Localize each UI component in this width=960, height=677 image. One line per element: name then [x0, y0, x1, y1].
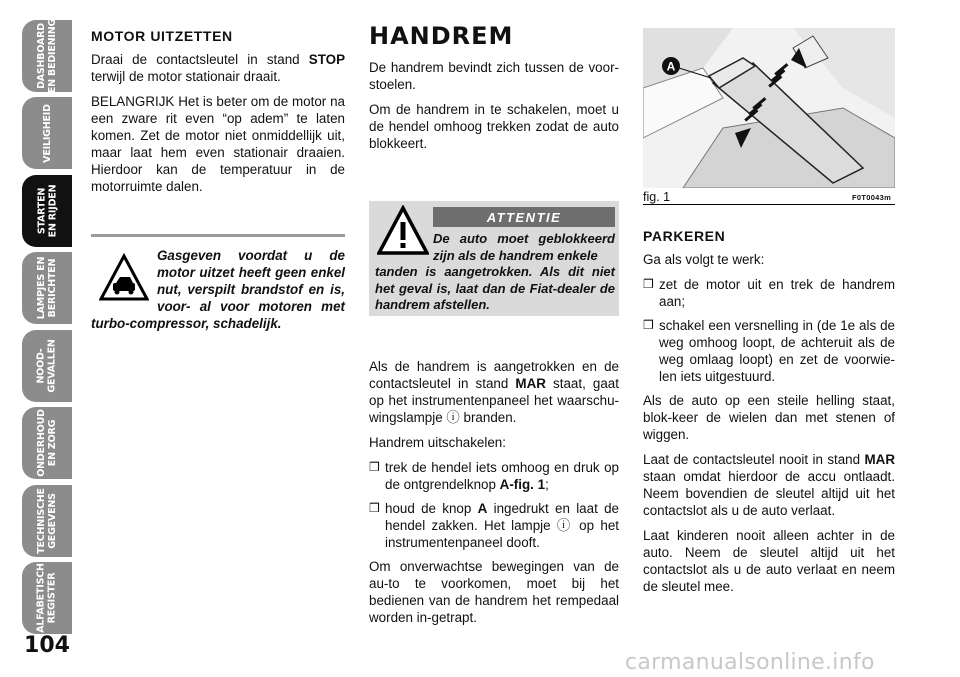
list-item-text: zet de motor uit en trek de handrem aan; — [659, 277, 895, 309]
tab-label: STARTEN EN RIJDEN — [36, 184, 59, 238]
text: trek de hendel iets omhoog en druk op de ontgrendelknop — [385, 460, 619, 492]
attention-box — [369, 201, 619, 316]
paragraph: Ga als volgt te werk: — [643, 252, 765, 267]
tab-noodgevallen[interactable] — [22, 330, 72, 402]
paragraph: Als de auto op een steile helling staat, blok-keer de wielen dan met stenen of wiggen. — [643, 393, 895, 442]
text-bold: A — [477, 501, 488, 516]
figure-code: F0T0043m — [852, 193, 892, 202]
callout-label: A — [666, 59, 676, 74]
tab-label: ONDERHOUD EN ZORG — [36, 409, 59, 477]
checkbox-bullet-icon: ❒ — [643, 318, 654, 332]
handbrake-figure — [643, 28, 895, 188]
attention-label: ATTENTIE — [433, 207, 615, 227]
list-item-text — [385, 500, 619, 551]
paragraph: Om onverwachtse bewegingen van de au-to te voorkomen, moet bij het bedienen van de handrem het rempedaal worden in-getrapt. — [369, 559, 619, 625]
column-motor-uitzetten — [91, 28, 345, 203]
tab-lampjes[interactable] — [22, 252, 72, 324]
text: Draai de contactsleutel in stand — [91, 52, 309, 67]
attention-text-first: De auto moet geblokkeerd zijn als de handrem enkele — [433, 231, 615, 263]
page-title: HANDREM — [369, 22, 514, 50]
tab-technische[interactable] — [22, 485, 72, 557]
list-item-text: schakel een versnelling in (de 1e als de weg omhoog loopt, de achteruit als de weg omlaag loopt) en zet de voorwie-len iets uitgestuurd. — [659, 318, 895, 384]
divider — [643, 204, 895, 205]
paragraph: Laat kinderen nooit alleen achter in de auto. Neem de sleutel altijd uit het contactslot als u de auto verlaat en neem de sleutel mee. — [643, 528, 895, 594]
tab-register[interactable] — [22, 562, 72, 634]
warning-text: Gasgeven voordat u de motor uitzet heeft geen enkel nut, verspilt brandstof en is, voor- al voor motoren met turbo-compressor, schadelijk. — [91, 248, 345, 331]
tab-veiligheid[interactable] — [22, 97, 72, 169]
tab-label: NOOD- GEVALLEN — [36, 339, 59, 393]
tab-label: VEILIGHEID — [41, 103, 53, 163]
list-item — [643, 317, 895, 385]
car-warning-icon — [99, 253, 149, 303]
text: houd de knop — [385, 501, 478, 516]
text: ; — [545, 477, 549, 492]
column-handrem — [369, 22, 619, 160]
text: ingedrukt en laat de hendel zakken. Het lampje ⓘ op het instrumentenpaneel dooft. — [385, 501, 619, 550]
text: Laat de contactsleutel nooit in stand — [643, 452, 865, 467]
text: staan omdat hierdoor de accu ontlaadt. Neem bovendien de sleutel altijd uit het contactslot als u de auto verlaat. — [643, 469, 895, 518]
divider — [91, 234, 345, 237]
paragraph: BELANGRIJK Het is beter om de motor na een zware rit even “op adem” te laten komen. Zet de motor niet onmiddellijk uit, maar laat hem even stationair draaien. Hierdoor kan de temperatuur in de motorruimte dalen. — [91, 94, 345, 194]
list-item — [369, 500, 619, 551]
list-item — [643, 276, 895, 310]
paragraph: De handrem bevindt zich tussen de voor-stoelen. — [369, 60, 619, 92]
column-handrem-continued — [369, 358, 619, 634]
attention-text-rest: tanden is aangetrokken. Als dit niet het geval is, laat dan de Fiat-dealer de handrem afstellen. — [375, 264, 615, 312]
paragraph — [91, 51, 345, 85]
paragraph — [369, 358, 619, 426]
watermark: carmanualsonline.info — [625, 650, 875, 675]
paragraph: Handrem uitschakelen: — [369, 435, 506, 450]
tab-label: DASHBOARD EN BEDIENING — [36, 18, 59, 94]
text-bold: MAR — [515, 376, 546, 391]
tab-starten[interactable] — [22, 175, 72, 247]
text-bold: MAR — [864, 452, 895, 467]
column-parkeren — [643, 228, 895, 603]
figure-caption: fig. 1 — [643, 190, 671, 204]
checkbox-bullet-icon: ❒ — [643, 277, 654, 291]
attention-text — [375, 231, 615, 314]
tab-dashboard[interactable] — [22, 20, 72, 92]
tab-onderhoud[interactable] — [22, 407, 72, 479]
tab-label: LAMPJES EN BERICHTEN — [36, 256, 58, 320]
list-item-text — [385, 459, 619, 493]
tab-label: ALFABETISCH REGISTER — [36, 563, 58, 633]
page-number: 104 — [24, 633, 70, 658]
section-heading: PARKEREN — [643, 228, 726, 244]
checkbox-bullet-icon: ❒ — [369, 501, 380, 515]
text: staat, gaat op het instrumentenpaneel het waarschu-wingslampje ⓘ branden. — [369, 376, 619, 425]
list-item — [369, 459, 619, 493]
text: Als de handrem is aangetrokken en de contactsleutel in stand — [369, 359, 619, 391]
paragraph: Om de handrem in te schakelen, moet u de hendel omhoog trekken zodat de auto blokkeert. — [369, 102, 619, 151]
paragraph — [643, 451, 895, 519]
section-heading: MOTOR UITZETTEN — [91, 28, 233, 44]
text-bold: STOP — [308, 52, 345, 67]
text-bold: A-fig. 1 — [499, 477, 546, 492]
checkbox-bullet-icon: ❒ — [369, 460, 380, 474]
text: terwijl de motor stationair draait. — [91, 69, 281, 84]
fuel-warning-box — [91, 234, 345, 332]
tab-label: TECHNISCHE GEGEVENS — [36, 488, 59, 554]
